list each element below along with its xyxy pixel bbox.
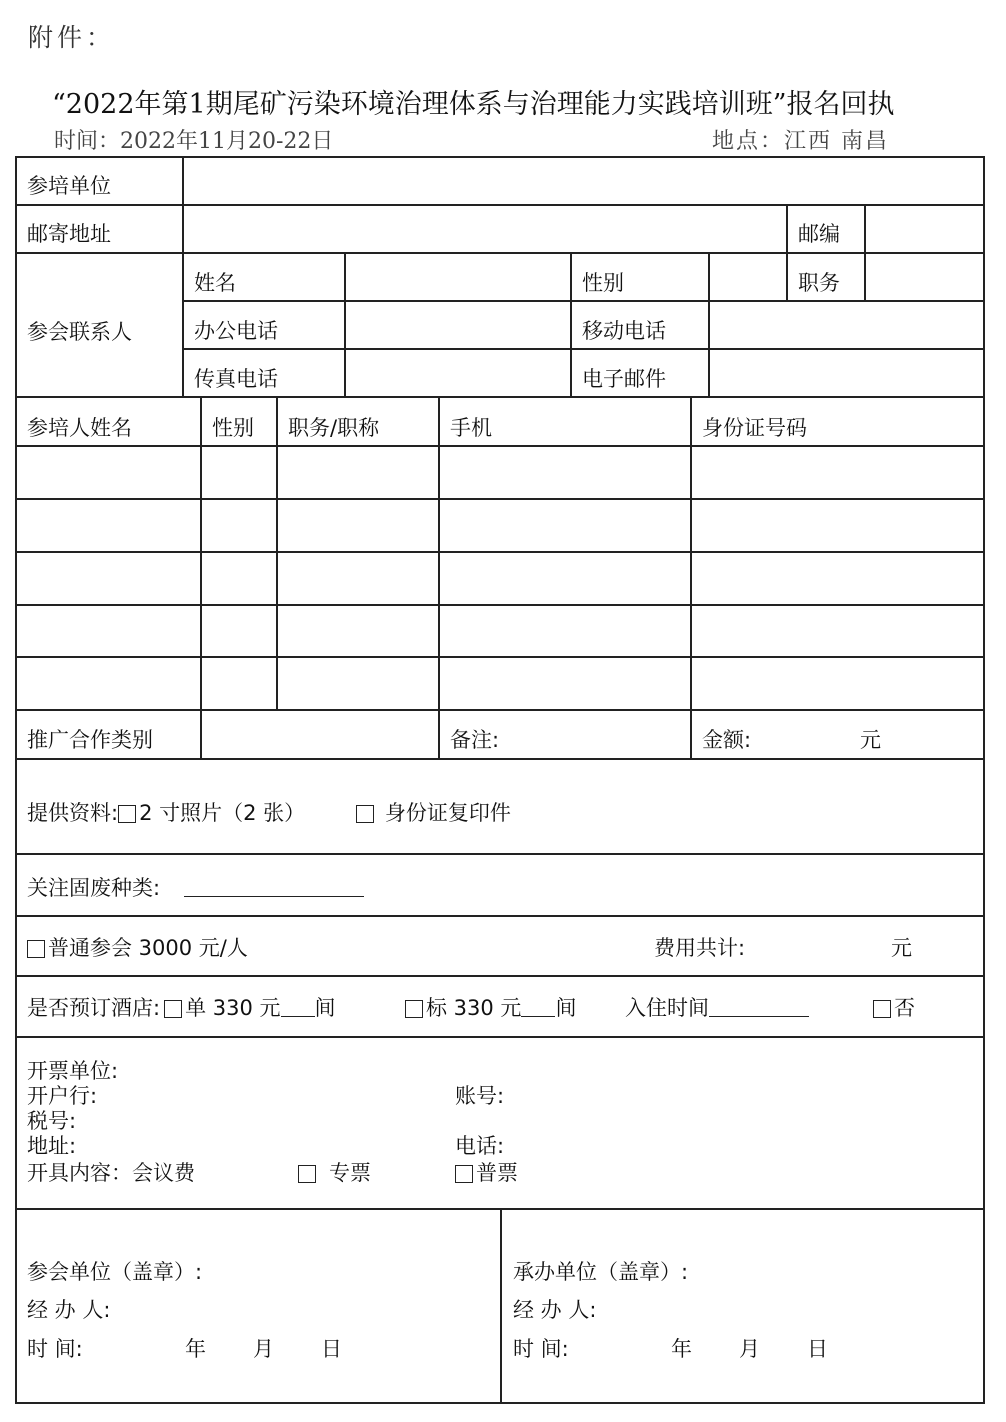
fee-total-label: 费用共计: [654,936,746,960]
row-divider [15,204,985,206]
col-divider [864,204,866,300]
attendee-unit-seal: 参会单位（盖章）: [27,1260,203,1284]
row-divider [182,300,985,302]
no-hotel-group [873,996,915,1020]
waste-row [27,876,364,900]
amount-unit: 元 [860,728,881,752]
contact-name-label: 姓名 [194,271,236,295]
attachment-label: 附件： [28,23,116,52]
standard-room-count[interactable] [521,1016,555,1017]
row-divider [15,1036,985,1038]
no-hotel-option: 否 [894,996,915,1020]
border-right [983,156,985,1404]
fee-option: 普通参会 3000 元/人 [48,936,248,960]
participant-id-header: 身份证号码 [702,416,807,440]
attendee-month: 月 [253,1337,274,1361]
event-place: 地点：江西 南昌 [712,129,889,154]
waste-label: 关注固废种类: [27,876,161,900]
row-divider [15,853,985,855]
organizer-handler: 经 办 人: [513,1298,597,1322]
checkin-label: 入住时间 [625,996,709,1020]
col-divider [200,396,202,758]
contact-position-label: 职务 [798,271,840,295]
org-unit-label: 参培单位 [27,174,111,198]
standard-room-checkbox[interactable] [405,1000,423,1018]
organizer-month: 月 [739,1337,760,1361]
col-divider [438,396,440,758]
row-divider [15,915,985,917]
row-divider [15,975,985,977]
row-divider [15,604,985,606]
single-room-option: 单 330 元 [185,996,281,1020]
organizer-year: 年 [671,1337,692,1361]
row-divider [15,656,985,658]
contact-section-label: 参会联系人 [27,320,132,344]
contact-gender-label: 性别 [582,271,624,295]
checkin-input[interactable] [709,1016,809,1017]
row-divider [15,445,985,447]
row-divider [15,551,985,553]
organizer-unit-seal: 承办单位（盖章）: [513,1260,689,1284]
fax-label: 传真电话 [194,367,278,391]
office-phone-label: 办公电话 [194,319,278,343]
invoice-unit-label: 开票单位: [27,1059,119,1083]
col-divider [786,204,788,300]
normal-invoice-group [455,1161,518,1185]
special-invoice-checkbox[interactable] [298,1165,316,1183]
special-invoice-group [298,1161,371,1185]
participant-name-header: 参培人姓名 [27,416,132,440]
no-hotel-checkbox[interactable] [873,1000,891,1018]
single-room-checkbox[interactable] [164,1000,182,1018]
invoice-address-label: 地址: [27,1134,77,1158]
postcode-label: 邮编 [798,222,840,246]
single-room-unit: 间 [314,996,336,1020]
email-label: 电子邮件 [582,367,666,391]
form-title: “2022年第1期尾矿污染环境治理体系与治理能力实践培训班”报名回执 [52,89,895,120]
checkin-group [625,996,809,1020]
hotel-row [27,996,336,1020]
materials-label: 提供资料: [27,801,119,825]
col-divider [690,396,692,758]
id-copy-option: 身份证复印件 [384,801,511,825]
photo-option: 2 寸照片（2 张） [139,801,306,825]
col-divider [708,252,710,396]
row-divider [15,709,985,711]
waste-input[interactable] [184,896,364,897]
col-divider [570,252,572,396]
fee-checkbox[interactable] [27,940,45,958]
registration-form [15,156,985,1404]
organizer-time-label: 时 间: [513,1337,569,1361]
col-divider [500,1208,502,1404]
mobile-label: 移动电话 [582,319,666,343]
fee-unit: 元 [891,936,912,960]
invoice-account-label: 账号: [455,1084,505,1108]
cooperation-type-label: 推广合作类别 [27,728,153,752]
participant-gender-header: 性别 [212,416,254,440]
invoice-phone-label: 电话: [455,1134,505,1158]
attendee-day: 日 [321,1337,342,1361]
border-top [15,156,985,158]
attendee-handler: 经 办 人: [27,1298,111,1322]
row-divider [15,252,985,254]
special-invoice-option: 专票 [329,1161,371,1185]
materials-row [27,801,511,825]
attendee-year: 年 [185,1337,206,1361]
invoice-bank-label: 开户行: [27,1084,98,1108]
row-divider [182,348,985,350]
normal-invoice-option: 普票 [476,1161,518,1185]
standard-room-unit: 间 [555,996,577,1020]
row-divider [15,498,985,500]
border-left [15,156,17,1404]
hotel-label: 是否预订酒店: [27,996,161,1020]
photo-checkbox[interactable] [118,805,136,823]
standard-room-option: 标 330 元 [426,996,522,1020]
row-divider [15,758,985,760]
amount-label: 金额: [702,728,752,752]
col-divider [276,396,278,709]
fee-row [27,936,248,960]
event-time: 时间：2022年11月20-22日 [54,129,334,154]
invoice-tax-label: 税号: [27,1109,77,1133]
mail-address-label: 邮寄地址 [27,222,111,246]
col-divider [182,156,184,396]
hotel-standard-group [405,996,576,1020]
single-room-count[interactable] [281,1016,315,1017]
id-copy-checkbox[interactable] [356,805,374,823]
participant-phone-header: 手机 [450,416,492,440]
organizer-day: 日 [807,1337,828,1361]
participant-position-header: 职务/职称 [288,416,380,440]
row-divider [15,396,985,398]
col-divider [344,252,346,396]
remark-label: 备注: [450,728,500,752]
invoice-content-label: 开具内容：会议费 [27,1161,195,1185]
attendee-time-label: 时 间: [27,1337,83,1361]
normal-invoice-checkbox[interactable] [455,1165,473,1183]
